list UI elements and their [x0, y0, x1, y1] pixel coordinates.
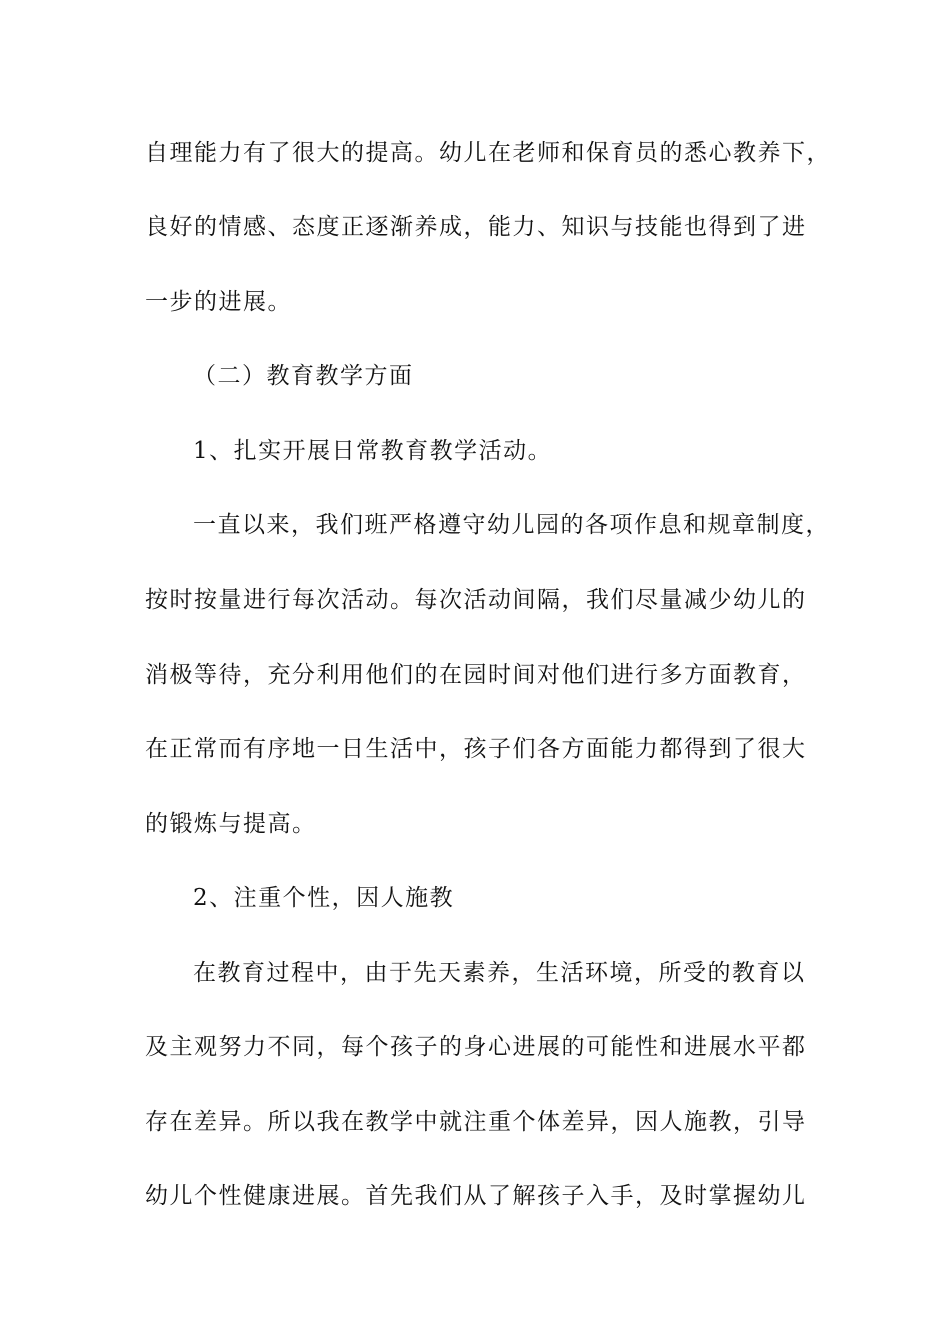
- text-line-7: 按时按量进行每次活动。每次活动间隔，我们尽量减少幼儿的: [145, 587, 807, 613]
- text-line-10: 的锻炼与提高。: [145, 811, 317, 837]
- section-heading: （二）教育教学方面: [193, 363, 414, 389]
- text-line-6: 一直以来，我们班严格遵守幼儿园的各项作息和规章制度，: [193, 512, 830, 538]
- text-line-14: 存在差异。所以我在教学中就注重个体差异，因人施教，引导: [145, 1109, 807, 1135]
- text-line-9: 在正常而有序地一日生活中，孩子们各方面能力都得到了很大: [145, 736, 807, 762]
- text-line-15: 幼儿个性健康进展。首先我们从了解孩子入手，及时掌握幼儿: [145, 1183, 807, 1209]
- text-line-2: 良好的情感、态度正逐渐养成，能力、知识与技能也得到了进: [145, 214, 807, 240]
- text-line-8: 消极等待，充分利用他们的在园时间对他们进行多方面教育，: [145, 662, 807, 688]
- text-line-3: 一步的进展。: [145, 289, 292, 315]
- subheading-1: 1、扎实开展日常教育教学活动。: [193, 438, 553, 464]
- text-line-12: 在教育过程中，由于先天素养，生活环境，所受的教育以: [193, 960, 806, 986]
- subheading-2: 2、注重个性，因人施教: [193, 885, 455, 911]
- text-line-1: 自理能力有了很大的提高。幼儿在老师和保育员的悉心教养下，: [145, 140, 831, 166]
- text-line-13: 及主观努力不同，每个孩子的身心进展的可能性和进展水平都: [145, 1034, 807, 1060]
